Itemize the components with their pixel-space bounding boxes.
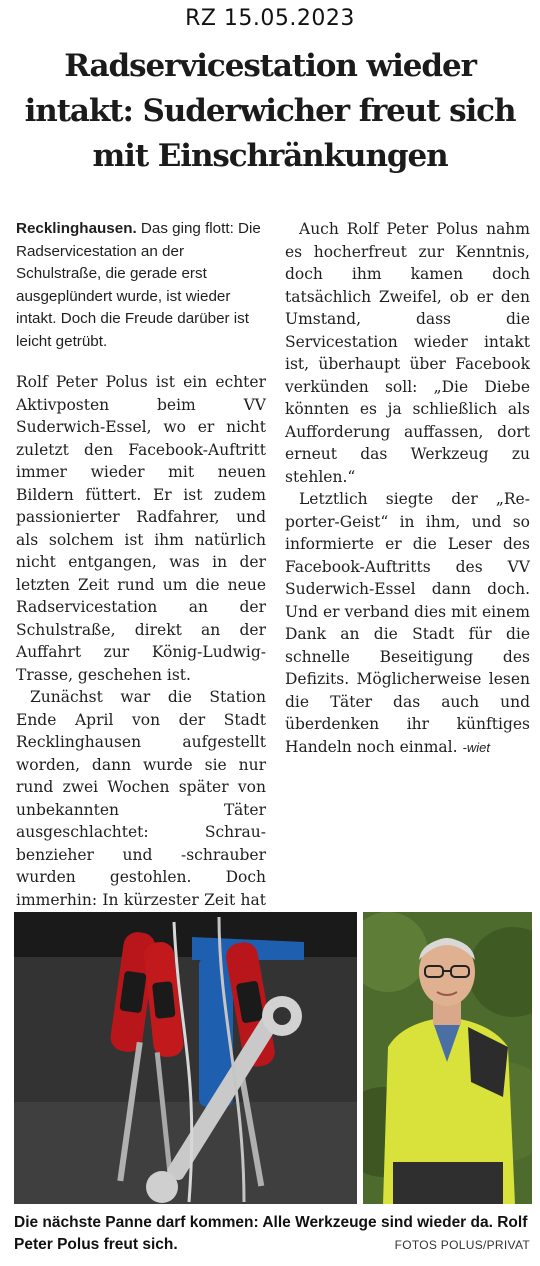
lead-place: Recklinghausen. bbox=[16, 220, 137, 237]
author-signature: -wiet bbox=[462, 739, 490, 755]
photo-credit: FOTOS POLUS/PRIVAT bbox=[394, 1238, 530, 1252]
lead-paragraph bbox=[16, 218, 266, 353]
headline-line-1: Radservicestation wieder bbox=[64, 48, 476, 84]
portrait-illustration bbox=[363, 912, 532, 1204]
portrait-photo bbox=[363, 912, 532, 1204]
lead-text: Das ging flott: Die Radservicestation an der Schulstraße, die gerade erst ausgeplündert wurde, ist wieder intakt. Doch die Freude darüber ist leicht getrübt. bbox=[16, 220, 261, 350]
article-column-right bbox=[285, 218, 530, 759]
article-column-left bbox=[16, 218, 266, 1001]
body-paragraph-1: Rolf Peter Polus ist ein echter Aktivposten beim VV Suderwich-Essel, wo er nicht zuletzt den Facebook-Auftritt immer wieder mit neuen Bildern füttert. Er ist zudem passionierter Radfahrer, und als solchem ist ihm natürlich nicht entgangen, was in der letzten Zeit rund um die neue Radservicestation an der Schulstraße, direkt an der Auffahrt zur König-Ludwig-Trasse, geschehen ist. bbox=[16, 373, 266, 684]
body-paragraph-3: Auch Rolf Peter Polus nahm es hocherfreut zur Kenntnis, doch ihm kamen doch tatsächlich Zweifel, ob er den Umstand, dass die Servicestation wieder intakt ist, überhaupt über Facebook verkünden soll: „Die Diebe könnten es ja schließlich als Aufforderung auffassen, dort erneut das Werkzeug zu stehlen.“ bbox=[285, 220, 530, 486]
body-paragraph-4-text: Letztlich siegte der „Reporter-Geist“ in ihm, und so informierte er die Leser des Facebook-Auftritts des VV Suderwich-Essel dann doch. Und er verband dies mit einem Dank an die Stadt für die schnelle Beseitigung des Defizits. Möglicherweise lesen die Täter das auch und überdenken ihr künftiges Handeln noch einmal. bbox=[285, 490, 530, 756]
dateline: RZ 15.05.2023 bbox=[185, 6, 355, 31]
photo-caption: Die nächste Panne darf kommen: Alle Werkzeuge sind wieder da. Rolf Peter Polus freut sich. bbox=[14, 1214, 528, 1253]
headline bbox=[10, 44, 530, 179]
tools-photo bbox=[14, 912, 357, 1204]
body-paragraph-2: Zunächst war die Station Ende April von der Stadt Recklinghausen aufgestellt worden, dann wurde sie nur rund zwei Wochen später von unbekannten Täter ausgeschlachtet: Schraubenzieher und -schrauber wurden gestohlen. Doch immerhin: In kürzester Zeit hat bbox=[16, 688, 266, 909]
tools-illustration bbox=[14, 912, 357, 1204]
headline-line-2: intakt: Suderwicher freut sich bbox=[24, 93, 516, 129]
headline-line-3: mit Einschränkungen bbox=[92, 138, 448, 174]
body-paragraph-4 bbox=[285, 488, 530, 759]
